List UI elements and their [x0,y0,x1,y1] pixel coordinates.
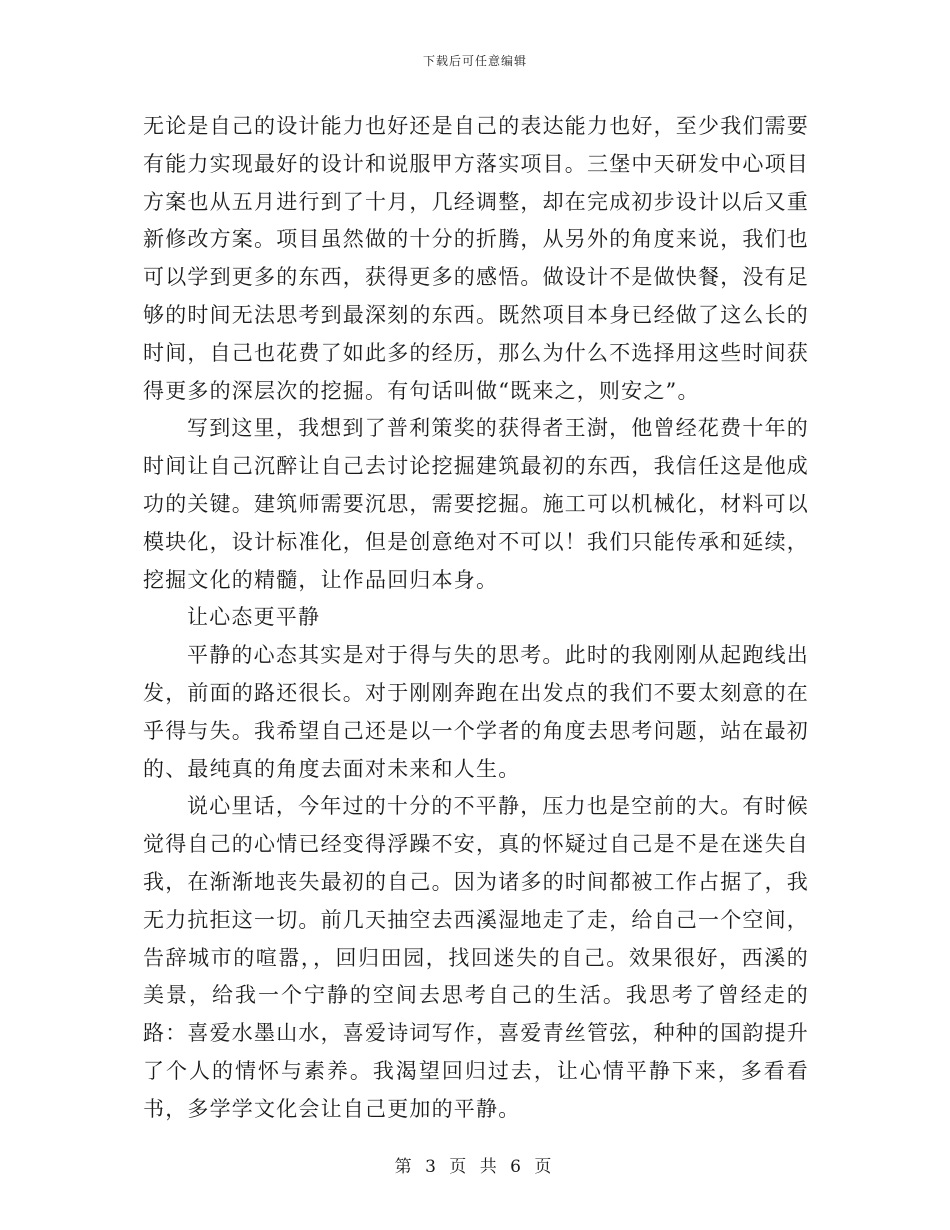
page-footer: 第 3 页 共 6 页 [394,1157,556,1177]
section-heading: 让心态更平静 [187,605,321,630]
document-body [143,108,809,1129]
paragraph-2: 写到这里，我想到了普利策奖的获得者王澍，他曾经花费十年的时间让自己沉醉让自己去讨论挖掘建筑最初的东西，我信任这是他成功的关键。建筑师需要沉思，需要挖掘。施工可以机械化，材料可以模块化，设计标准化，但是创意绝对不可以！我们只能传承和延续，挖掘文化的精髓，让作品回归本身。 [143,416,809,592]
page-header: 下载后可任意编辑 [422,54,527,68]
paragraph-3: 平静的心态其实是对于得与失的思考。此时的我刚刚从起跑线出发，前面的路还很长。对于刚刚奔跑在出发点的我们不要太刻意的在乎得与失。我希望自己还是以一个学者的角度去思考问题，站在最初的、最纯真的角度去面对未来和人生。 [143,643,809,781]
paragraph-4: 说心里话，今年过的十分的不平静，压力也是空前的大。有时候觉得自己的心情已经变得浮躁不安，真的怀疑过自己是不是在迷失自我，在渐渐地丧失最初的自己。因为诸多的时间都被工作占据了，我无力抗拒这一切。前几天抽空去西溪湿地走了走，给自己一个空间，告辞城市的喧嚣，，回归田园，找回迷失的自己。效果很好，西溪的美景，给我一个宁静的空间去思考自己的生活。我思考了曾经走的路：喜爱水墨山水，喜爱诗词写作，喜爱青丝管弦，种种的国韵提升了个人的情怀与素养。我渴望回归过去，让心情平静下来，多看看书，多学学文化会让自己更加的平静。 [143,794,809,1121]
paragraph-1: 无论是自己的设计能力也好还是自己的表达能力也好，至少我们需要有能力实现最好的设计和说服甲方落实项目。三堡中天研发中心项目方案也从五月进行到了十月，几经调整，却在完成初步设计以后又重新修改方案。项目虽然做的十分的折腾，从另外的角度来说，我们也可以学到更多的东西，获得更多的感悟。做设计不是做快餐，没有足够的时间无法思考到最深刻的东西。既然项目本身已经做了这么长的时间，自己也花费了如此多的经历，那么为什么不选择用这些时间获得更多的深层次的挖掘。有句话叫做“既来之，则安之”。 [143,114,809,403]
